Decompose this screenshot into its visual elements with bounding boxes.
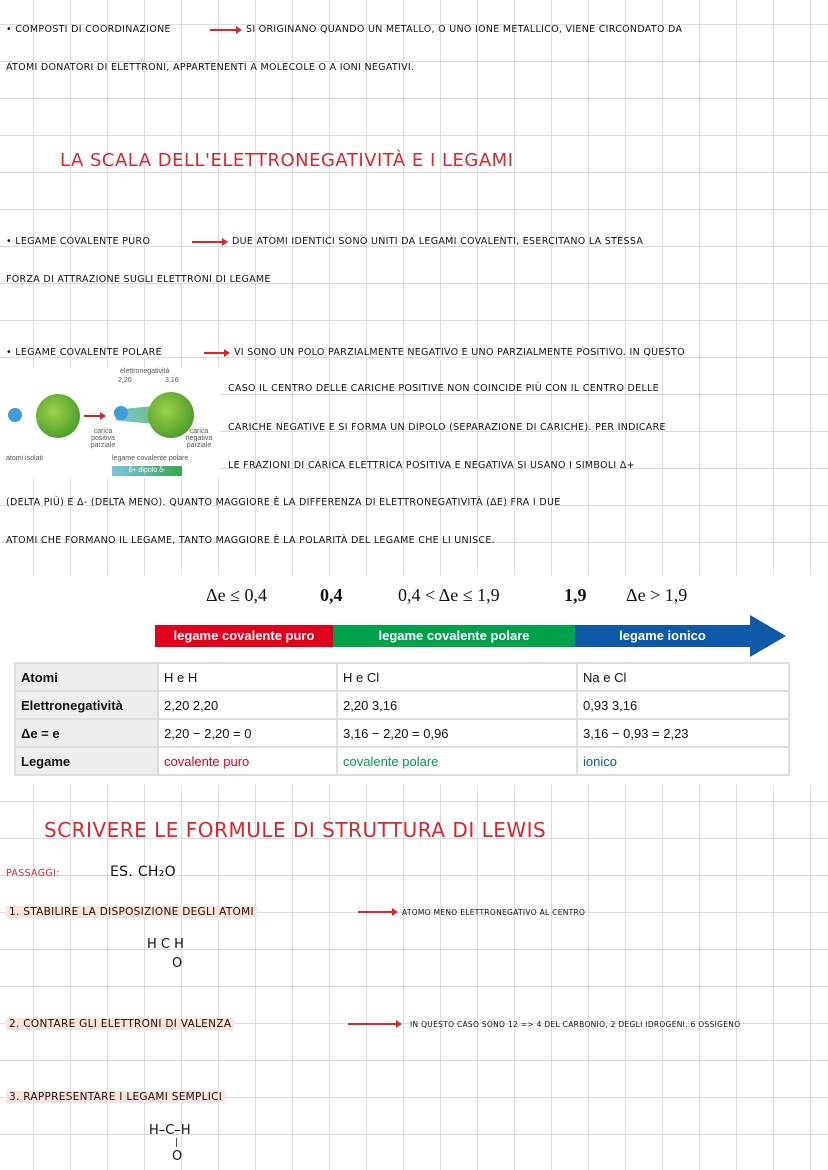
intro-term: • COMPOSTI DI COORDINAZIONE	[6, 24, 171, 35]
formula-oxygen: O	[172, 1149, 183, 1164]
comparison-table	[14, 662, 790, 776]
arrow-icon	[210, 29, 240, 31]
boundary-label: 1,9	[564, 585, 587, 605]
fig-label: carica positiva parziale	[90, 428, 116, 449]
hydrogen-atom-icon	[114, 406, 128, 420]
table-cell: covalente puro	[158, 747, 337, 775]
fig-label: atomi isolati	[6, 455, 43, 462]
dipole-figure	[0, 368, 220, 478]
arrow-icon	[192, 241, 226, 243]
table-cell: Legame	[15, 747, 158, 775]
step-3: 3. RAPPRESENTARE I LEGAMI SEMPLICI	[6, 1091, 225, 1103]
electronegativity-scale	[0, 575, 828, 785]
table-cell: H e Cl	[337, 663, 577, 691]
hydrogen-atom-icon	[8, 408, 22, 422]
segment-covalente-puro: legame covalente puro	[155, 625, 333, 647]
arrow-icon	[358, 911, 396, 913]
step-1-note: ATOMO MENO ELETTRONEGATIVO AL CENTRO	[402, 908, 586, 917]
fig-value: 3,16	[165, 377, 179, 384]
table-row	[15, 663, 789, 691]
table-cell: 3,16 − 2,20 = 0,96	[337, 719, 577, 747]
table-row	[15, 691, 789, 719]
table-row	[15, 719, 789, 747]
range-label: Δe > 1,9	[626, 585, 688, 605]
step-1: 1. STABILIRE LA DISPOSIZIONE DEGLI ATOMI	[6, 906, 257, 918]
formula-atoms: H C H	[147, 937, 184, 952]
intro-text-1: SI ORIGINANO QUANDO UN METALLO, O UNO IONE METALLICO, VIENE CIRCONDATO DA	[246, 24, 683, 35]
puro-term: • LEGAME COVALENTE PURO	[6, 236, 151, 247]
range-label: 0,4 < Δe ≤ 1,9	[398, 585, 500, 605]
table-cell: Elettronegatività	[15, 691, 158, 719]
heading-lewis: SCRIVERE LE FORMULE DI STRUTTURA DI LEWIS	[44, 818, 547, 842]
example-formula: ES. CH₂O	[110, 864, 176, 880]
fig-title: elettronegatività	[120, 368, 170, 375]
fig-label: carica negativa parziale	[185, 428, 213, 449]
table-cell: 3,16 − 0,93 = 2,23	[577, 719, 789, 747]
polare-line: LE FRAZIONI DI CARICA ELETTRICA POSITIVA E NEGATIVA SI USANO I SIMBOLI Δ+	[228, 460, 635, 471]
formula-oxygen: O	[172, 956, 183, 971]
fig-label: legame covalente polare	[112, 455, 189, 462]
table-cell: ionico	[577, 747, 789, 775]
arrow-icon	[204, 352, 228, 354]
heading-electronegativity: LA SCALA DELL'ELETTRONEGATIVITÀ E I LEGAMI	[60, 150, 514, 171]
polare-line: (DELTA PIÙ) E Δ- (DELTA MENO). QUANTO MAGGIORE È LA DIFFERENZA DI ELETTRONEGATIVITÀ (ΔE) FRA I DUE	[6, 497, 561, 508]
polare-line: CASO IL CENTRO DELLE CARICHE POSITIVE NON COINCIDE PIÙ CON IL CENTRO DELLE	[228, 383, 659, 394]
polare-line: ATOMI CHE FORMANO IL LEGAME, TANTO MAGGIORE È LA POLARITÀ DEL LEGAME CHE LI UNISCE.	[6, 535, 495, 546]
table-cell: 0,93 3,16	[577, 691, 789, 719]
polare-line: VI SONO UN POLO PARZIALMENTE NEGATIVO E UNO PARZIALMENTE POSITIVO. IN QUESTO	[234, 347, 685, 358]
table-cell: 2,20 − 2,20 = 0	[158, 719, 337, 747]
table-cell: H e H	[158, 663, 337, 691]
chlorine-atom-icon	[36, 394, 80, 438]
arrow-head-icon	[750, 615, 786, 657]
table-cell: Atomi	[15, 663, 158, 691]
intro-text-2: ATOMI DONATORI DI ELETTRONI, APPARTENENTI A MOLECOLE O A IONI NEGATIVI.	[6, 62, 415, 73]
passaggi-label: PASSAGGI:	[6, 868, 60, 879]
range-label: Δe ≤ 0,4	[206, 585, 267, 605]
puro-text-1: DUE ATOMI IDENTICI SONO UNITI DA LEGAMI COVALENTI, ESERCITANO LA STESSA	[232, 236, 644, 247]
dipole-bar: δ+ dipolo δ-	[112, 466, 182, 476]
fig-value: 2,20	[118, 377, 132, 384]
polare-term: • LEGAME COVALENTE POLARE	[6, 347, 162, 358]
arrow-icon	[84, 415, 104, 417]
arrow-icon	[348, 1023, 400, 1025]
step-2: 2. CONTARE GLI ELETTRONI DI VALENZA	[6, 1018, 234, 1030]
puro-text-2: FORZA DI ATTRAZIONE SUGLI ELETTRONI DI LEGAME	[6, 274, 271, 285]
table-cell: 2,20 3,16	[337, 691, 577, 719]
table-cell: Na e Cl	[577, 663, 789, 691]
table-cell: covalente polare	[337, 747, 577, 775]
table-cell: Δe = e	[15, 719, 158, 747]
boundary-label: 0,4	[320, 585, 343, 605]
segment-covalente-polare: legame covalente polare	[333, 625, 575, 647]
table-cell: 2,20 2,20	[158, 691, 337, 719]
segment-ionico: legame ionico	[575, 625, 750, 647]
step-2-note: IN QUESTO CASO SONO 12 => 4 DEL CARBONIO, 2 DEGLI IDROGENI, 6 OSSIGENO	[410, 1020, 741, 1029]
table-row	[15, 747, 789, 775]
polare-line: CARICHE NEGATIVE E SI FORMA UN DIPOLO (SEPARAZIONE DI CARICHE). PER INDICARE	[228, 422, 666, 433]
formula-bonds: H–C–H	[149, 1123, 191, 1138]
formula-bond-vertical: |	[175, 1138, 179, 1148]
